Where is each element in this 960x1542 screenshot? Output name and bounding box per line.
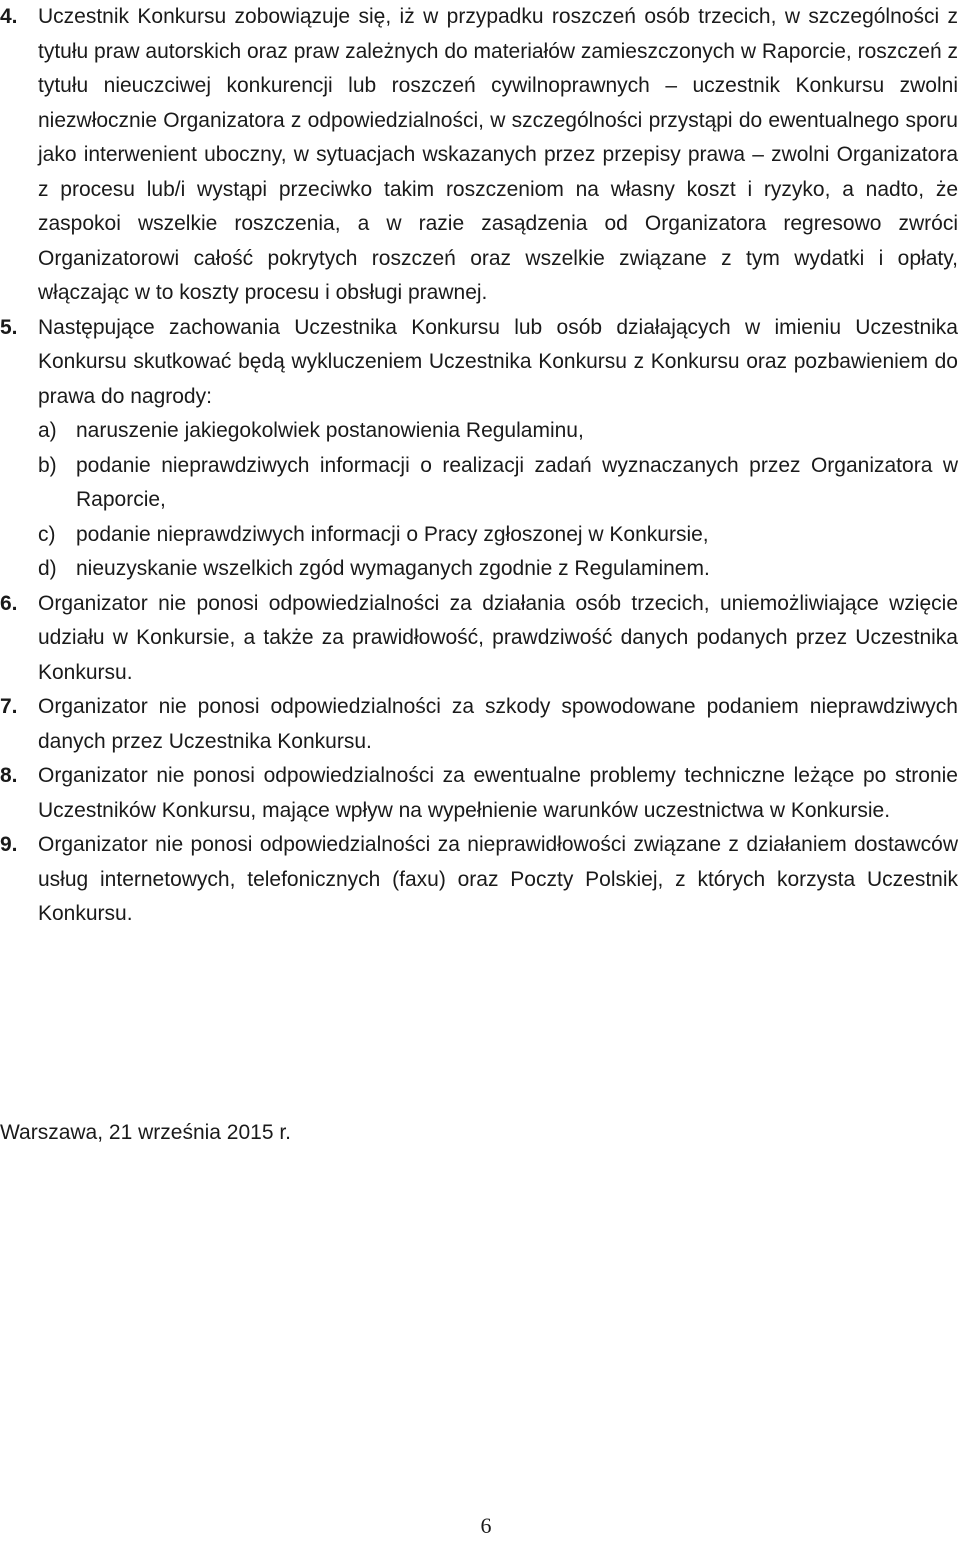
place-and-date: Warszawa, 21 września 2015 r.: [0, 1121, 292, 1144]
subclause-text: podanie nieprawdziwych informacji o Pracy zgłoszonej w Konkursie,: [76, 522, 709, 546]
clause-text: Organizator nie ponosi odpowiedzialności za szkody spowodowane podaniem nieprawdziwych danych przez Uczestnika Konkursu.: [38, 695, 958, 753]
clause-number: 7.: [0, 695, 18, 718]
clause-text: Organizator nie ponosi odpowiedzialności za działania osób trzecich, uniemożliwiające wzięcie udziału w Konkursie, a także za prawidłowość, prawdziwość danych podanych przez Uczestnika Konkursu.: [38, 591, 958, 684]
clause-number: 6.: [0, 591, 18, 615]
clause-text: Organizator nie ponosi odpowiedzialności za ewentualne problemy techniczne leżące po stronie Uczestników Konkursu, mające wpływ na wypełnienie warunków uczestnictwa w Konkursie.: [38, 764, 958, 822]
page-number: 6: [480, 1513, 492, 1538]
clause-text: Organizator nie ponosi odpowiedzialności za nieprawidłowości związane z działaniem dostawców usług internetowych, telefonicznych (faxu) oraz Poczty Polskiej, z których korzysta Uczestnik Konkursu.: [38, 833, 958, 925]
subclause-label: b): [38, 453, 57, 477]
clause-4: [0, 0, 958, 311]
subclause-a: [38, 414, 958, 449]
subclause-label: d): [38, 557, 57, 580]
clause-9: [0, 828, 958, 932]
clause-number: 8.: [0, 764, 18, 787]
clause-text: Uczestnik Konkursu zobowiązuje się, iż w przypadku roszczeń osób trzecich, w szczególności z tytułu praw autorskich oraz praw zależnych do materiałów zamieszczonych w Raporcie, roszczeń z tytułu nieuczciwej konkurencji lub roszczeń cywilnoprawnych – uczestnik Konkursu zwolni niezwłocznie Organizatora z odpowiedzialności, w szczególności przystąpi do ewentualnego sporu jako interwenient uboczny, w sytuacjach wskazanych przez przepisy prawa – zwolni Organizatora z procesu lub/i wystąpi przeciwko takim roszczeniom na własny koszt i ryzyko, a nadto, że zaspokoi wszelkie roszczenia, a w razie zasądzenia od Organizatora regresowo zwróci Organizatorowi całość pokrytych roszczeń oraz wszelkie związane z tym wydatki i opłaty, włączając w to koszty procesu i obsługi prawnej.: [38, 5, 958, 304]
subclause-d: [38, 552, 958, 587]
subclause-text: podanie nieprawdziwych informacji o realizacji zadań wyznaczanych przez Organizatora w Raporcie,: [76, 453, 958, 511]
subclause-text: nieuzyskanie wszelkich zgód wymaganych zgodnie z Regulaminem.: [76, 557, 710, 580]
subclause-text: naruszenie jakiegokolwiek postanowienia Regulaminu,: [76, 419, 584, 442]
subclause-b: [38, 449, 958, 518]
clause-number: 9.: [0, 833, 18, 856]
clause-6: [0, 587, 958, 691]
subclause-c: [38, 518, 958, 553]
clause-8: [0, 759, 958, 828]
subclause-label: a): [38, 419, 57, 442]
subclause-label: c): [38, 522, 56, 546]
clause-text: Następujące zachowania Uczestnika Konkursu lub osób działających w imieniu Uczestnika Konkursu skutkować będą wykluczeniem Uczestnika Konkursu z Konkursu oraz pozbawieniem do prawa do nagrody:: [38, 315, 958, 408]
clause-5: [0, 311, 958, 587]
clause-number: 4.: [0, 5, 18, 28]
clause-7: [0, 690, 958, 759]
clause-number: 5.: [0, 315, 18, 339]
